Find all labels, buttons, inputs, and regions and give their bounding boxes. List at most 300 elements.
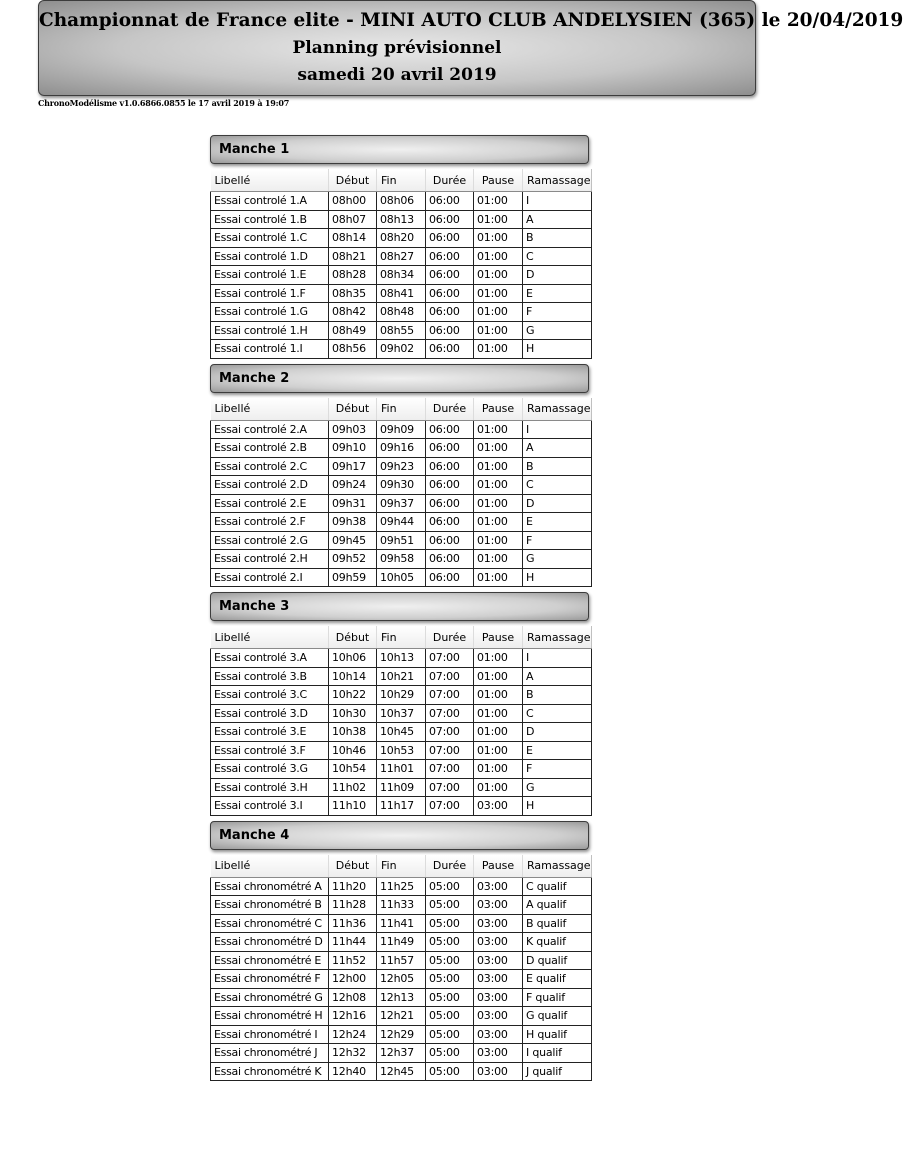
column-header-start: Début (329, 855, 377, 878)
table-row (211, 988, 592, 1007)
cell-pause: 01:00 (474, 686, 523, 705)
cell-pickup: A (523, 667, 592, 686)
cell-label: Essai controlé 2.E (211, 494, 329, 513)
table-row (211, 933, 592, 952)
cell-label: Essai chronométré I (211, 1025, 329, 1044)
cell-label: Essai controlé 3.F (211, 741, 329, 760)
cell-end: 09h09 (377, 420, 426, 439)
cell-pickup: C (523, 247, 592, 266)
cell-end: 11h33 (377, 896, 426, 915)
cell-label: Essai controlé 1.E (211, 266, 329, 285)
cell-start: 11h52 (329, 951, 377, 970)
schedule-table (210, 855, 592, 1082)
cell-duration: 06:00 (426, 303, 474, 322)
cell-pickup: E (523, 513, 592, 532)
cell-pause: 01:00 (474, 247, 523, 266)
cell-label: Essai chronométré B (211, 896, 329, 915)
page-header (38, 0, 903, 96)
cell-start: 08h35 (329, 284, 377, 303)
cell-start: 10h38 (329, 723, 377, 742)
cell-start: 08h28 (329, 266, 377, 285)
cell-pickup: I (523, 420, 592, 439)
cell-duration: 05:00 (426, 1062, 474, 1081)
cell-pause: 01:00 (474, 667, 523, 686)
cell-label: Essai controlé 2.F (211, 513, 329, 532)
section-title: Manche 3 (210, 592, 589, 621)
cell-start: 12h08 (329, 988, 377, 1007)
cell-pause: 01:00 (474, 210, 523, 229)
column-header-end: Fin (377, 398, 426, 421)
cell-end: 08h41 (377, 284, 426, 303)
cell-pause: 03:00 (474, 1044, 523, 1063)
table-row (211, 1025, 592, 1044)
cell-pickup: I (523, 649, 592, 668)
cell-pickup: D (523, 494, 592, 513)
cell-pickup: A (523, 210, 592, 229)
cell-label: Essai controlé 2.A (211, 420, 329, 439)
cell-label: Essai controlé 1.G (211, 303, 329, 322)
table-row (211, 513, 592, 532)
table-row (211, 192, 592, 211)
schedule-sections (210, 135, 591, 1086)
cell-pickup: B (523, 686, 592, 705)
cell-pause: 01:00 (474, 741, 523, 760)
cell-duration: 06:00 (426, 531, 474, 550)
cell-pickup: G qualif (523, 1007, 592, 1026)
cell-pause: 03:00 (474, 797, 523, 816)
cell-label: Essai controlé 2.D (211, 476, 329, 495)
cell-start: 10h54 (329, 760, 377, 779)
column-header-start: Début (329, 398, 377, 421)
cell-start: 12h40 (329, 1062, 377, 1081)
cell-label: Essai controlé 2.B (211, 439, 329, 458)
cell-label: Essai controlé 1.D (211, 247, 329, 266)
cell-duration: 05:00 (426, 970, 474, 989)
cell-duration: 07:00 (426, 723, 474, 742)
cell-duration: 07:00 (426, 704, 474, 723)
cell-end: 10h21 (377, 667, 426, 686)
cell-duration: 06:00 (426, 192, 474, 211)
cell-pause: 03:00 (474, 933, 523, 952)
table-row (211, 439, 592, 458)
cell-duration: 07:00 (426, 760, 474, 779)
cell-end: 10h53 (377, 741, 426, 760)
cell-duration: 07:00 (426, 649, 474, 668)
cell-end: 08h34 (377, 266, 426, 285)
column-header-label: Libellé (211, 626, 329, 649)
cell-pickup: E (523, 741, 592, 760)
cell-duration: 05:00 (426, 1044, 474, 1063)
cell-start: 11h02 (329, 778, 377, 797)
cell-label: Essai controlé 1.C (211, 229, 329, 248)
table-row (211, 1062, 592, 1081)
cell-label: Essai chronométré A (211, 877, 329, 896)
cell-duration: 06:00 (426, 550, 474, 569)
cell-duration: 07:00 (426, 741, 474, 760)
cell-start: 08h49 (329, 321, 377, 340)
cell-duration: 06:00 (426, 229, 474, 248)
cell-pickup: F qualif (523, 988, 592, 1007)
cell-end: 10h37 (377, 704, 426, 723)
cell-duration: 05:00 (426, 877, 474, 896)
cell-start: 10h14 (329, 667, 377, 686)
cell-label: Essai chronométré G (211, 988, 329, 1007)
table-row (211, 303, 592, 322)
cell-pause: 01:00 (474, 420, 523, 439)
cell-pickup: H qualif (523, 1025, 592, 1044)
table-row (211, 649, 592, 668)
schedule-table (210, 398, 592, 588)
cell-end: 12h29 (377, 1025, 426, 1044)
cell-duration: 05:00 (426, 914, 474, 933)
table-row (211, 704, 592, 723)
cell-end: 09h58 (377, 550, 426, 569)
column-header-pause: Pause (474, 169, 523, 192)
cell-end: 08h20 (377, 229, 426, 248)
column-header-end: Fin (377, 626, 426, 649)
table-row (211, 476, 592, 495)
cell-label: Essai controlé 1.A (211, 192, 329, 211)
cell-duration: 06:00 (426, 457, 474, 476)
table-row (211, 914, 592, 933)
version-info: ChronoModélisme v1.0.6866.0855 le 17 avril 2019 à 19:07 (38, 98, 290, 108)
cell-pause: 01:00 (474, 340, 523, 359)
cell-pickup: A qualif (523, 896, 592, 915)
cell-end: 09h51 (377, 531, 426, 550)
table-row (211, 457, 592, 476)
column-header-start: Début (329, 626, 377, 649)
cell-start: 09h10 (329, 439, 377, 458)
cell-start: 11h44 (329, 933, 377, 952)
page-subtitle: Planning prévisionnel (292, 38, 502, 58)
cell-pause: 03:00 (474, 1007, 523, 1026)
cell-start: 10h30 (329, 704, 377, 723)
cell-label: Essai chronométré E (211, 951, 329, 970)
cell-pickup: B (523, 229, 592, 248)
cell-start: 12h16 (329, 1007, 377, 1026)
column-header-pickup: Ramassage (523, 398, 592, 421)
cell-pause: 01:00 (474, 229, 523, 248)
table-row (211, 210, 592, 229)
cell-start: 08h00 (329, 192, 377, 211)
cell-end: 08h06 (377, 192, 426, 211)
cell-end: 11h25 (377, 877, 426, 896)
table-row (211, 741, 592, 760)
column-header-duration: Durée (426, 398, 474, 421)
cell-start: 09h24 (329, 476, 377, 495)
cell-pickup: H (523, 797, 592, 816)
table-row (211, 951, 592, 970)
cell-end: 11h01 (377, 760, 426, 779)
cell-pickup: K qualif (523, 933, 592, 952)
column-header-end: Fin (377, 855, 426, 878)
cell-pickup: D (523, 723, 592, 742)
cell-start: 10h22 (329, 686, 377, 705)
section-title: Manche 4 (210, 821, 589, 850)
table-header-row (211, 626, 592, 649)
cell-label: Essai chronométré K (211, 1062, 329, 1081)
cell-end: 11h09 (377, 778, 426, 797)
cell-start: 12h24 (329, 1025, 377, 1044)
cell-label: Essai controlé 3.H (211, 778, 329, 797)
cell-start: 09h38 (329, 513, 377, 532)
cell-start: 08h42 (329, 303, 377, 322)
cell-pickup: E qualif (523, 970, 592, 989)
column-header-duration: Durée (426, 855, 474, 878)
schedule-table (210, 626, 592, 816)
table-row (211, 686, 592, 705)
table-row (211, 340, 592, 359)
table-row (211, 247, 592, 266)
cell-start: 10h06 (329, 649, 377, 668)
cell-end: 08h13 (377, 210, 426, 229)
cell-end: 11h41 (377, 914, 426, 933)
cell-end: 08h48 (377, 303, 426, 322)
cell-duration: 06:00 (426, 284, 474, 303)
cell-duration: 05:00 (426, 933, 474, 952)
cell-pickup: D qualif (523, 951, 592, 970)
cell-pickup: G (523, 550, 592, 569)
table-row (211, 797, 592, 816)
column-header-duration: Durée (426, 626, 474, 649)
cell-pause: 01:00 (474, 723, 523, 742)
cell-start: 09h31 (329, 494, 377, 513)
cell-duration: 05:00 (426, 951, 474, 970)
column-header-label: Libellé (211, 855, 329, 878)
cell-pickup: F (523, 760, 592, 779)
cell-pause: 03:00 (474, 914, 523, 933)
table-row (211, 284, 592, 303)
cell-duration: 06:00 (426, 321, 474, 340)
cell-end: 10h45 (377, 723, 426, 742)
cell-pause: 01:00 (474, 568, 523, 587)
cell-label: Essai controlé 1.H (211, 321, 329, 340)
cell-end: 11h49 (377, 933, 426, 952)
section-title: Manche 1 (210, 135, 589, 164)
column-header-pause: Pause (474, 398, 523, 421)
cell-pause: 01:00 (474, 321, 523, 340)
table-row (211, 494, 592, 513)
cell-duration: 06:00 (426, 420, 474, 439)
cell-pause: 03:00 (474, 1062, 523, 1081)
cell-pickup: H (523, 340, 592, 359)
cell-start: 12h32 (329, 1044, 377, 1063)
cell-pause: 01:00 (474, 192, 523, 211)
cell-pickup: B qualif (523, 914, 592, 933)
cell-label: Essai controlé 3.D (211, 704, 329, 723)
cell-start: 11h28 (329, 896, 377, 915)
column-header-label: Libellé (211, 398, 329, 421)
section-manche-1 (210, 135, 591, 364)
table-row (211, 568, 592, 587)
cell-end: 09h30 (377, 476, 426, 495)
cell-pause: 03:00 (474, 970, 523, 989)
table-row (211, 321, 592, 340)
cell-pause: 01:00 (474, 284, 523, 303)
section-manche-4 (210, 821, 591, 1087)
table-row (211, 1007, 592, 1026)
column-header-pickup: Ramassage (523, 855, 592, 878)
cell-duration: 07:00 (426, 686, 474, 705)
cell-start: 09h45 (329, 531, 377, 550)
table-row (211, 550, 592, 569)
table-row (211, 1044, 592, 1063)
cell-label: Essai controlé 3.A (211, 649, 329, 668)
cell-pause: 01:00 (474, 778, 523, 797)
cell-pickup: H (523, 568, 592, 587)
cell-label: Essai controlé 1.F (211, 284, 329, 303)
cell-duration: 06:00 (426, 513, 474, 532)
cell-duration: 05:00 (426, 988, 474, 1007)
cell-start: 12h00 (329, 970, 377, 989)
cell-label: Essai controlé 1.I (211, 340, 329, 359)
cell-pickup: C qualif (523, 877, 592, 896)
cell-end: 12h21 (377, 1007, 426, 1026)
cell-end: 11h57 (377, 951, 426, 970)
table-row (211, 760, 592, 779)
cell-label: Essai chronométré J (211, 1044, 329, 1063)
cell-start: 10h46 (329, 741, 377, 760)
column-header-end: Fin (377, 169, 426, 192)
cell-label: Essai controlé 3.E (211, 723, 329, 742)
cell-duration: 06:00 (426, 568, 474, 587)
cell-end: 09h16 (377, 439, 426, 458)
cell-pickup: J qualif (523, 1062, 592, 1081)
cell-pickup: I qualif (523, 1044, 592, 1063)
column-header-duration: Durée (426, 169, 474, 192)
table-row (211, 723, 592, 742)
cell-end: 09h23 (377, 457, 426, 476)
table-header-row (211, 169, 592, 192)
cell-label: Essai controlé 2.H (211, 550, 329, 569)
cell-label: Essai chronométré H (211, 1007, 329, 1026)
cell-label: Essai controlé 2.I (211, 568, 329, 587)
cell-pause: 01:00 (474, 266, 523, 285)
cell-pause: 01:00 (474, 303, 523, 322)
cell-start: 11h20 (329, 877, 377, 896)
cell-duration: 06:00 (426, 340, 474, 359)
cell-duration: 05:00 (426, 1025, 474, 1044)
cell-duration: 05:00 (426, 896, 474, 915)
cell-pause: 01:00 (474, 513, 523, 532)
cell-end: 08h55 (377, 321, 426, 340)
column-header-pause: Pause (474, 855, 523, 878)
cell-start: 11h36 (329, 914, 377, 933)
cell-duration: 05:00 (426, 1007, 474, 1026)
table-header-row (211, 398, 592, 421)
cell-duration: 06:00 (426, 266, 474, 285)
column-header-pickup: Ramassage (523, 626, 592, 649)
cell-label: Essai controlé 3.B (211, 667, 329, 686)
cell-label: Essai controlé 2.G (211, 531, 329, 550)
cell-start: 08h21 (329, 247, 377, 266)
cell-pickup: F (523, 531, 592, 550)
cell-pause: 03:00 (474, 1025, 523, 1044)
cell-pickup: C (523, 476, 592, 495)
cell-end: 12h13 (377, 988, 426, 1007)
cell-start: 09h03 (329, 420, 377, 439)
cell-end: 10h13 (377, 649, 426, 668)
cell-duration: 06:00 (426, 476, 474, 495)
cell-pause: 01:00 (474, 439, 523, 458)
cell-label: Essai controlé 3.G (211, 760, 329, 779)
cell-pause: 03:00 (474, 877, 523, 896)
cell-label: Essai controlé 1.B (211, 210, 329, 229)
cell-pause: 03:00 (474, 896, 523, 915)
table-row (211, 420, 592, 439)
schedule-table (210, 169, 592, 359)
column-header-pause: Pause (474, 626, 523, 649)
cell-pause: 01:00 (474, 476, 523, 495)
table-row (211, 970, 592, 989)
cell-label: Essai chronométré F (211, 970, 329, 989)
cell-end: 12h45 (377, 1062, 426, 1081)
cell-pause: 03:00 (474, 988, 523, 1007)
table-row (211, 778, 592, 797)
table-row (211, 667, 592, 686)
cell-duration: 06:00 (426, 210, 474, 229)
cell-label: Essai chronométré D (211, 933, 329, 952)
cell-end: 10h29 (377, 686, 426, 705)
cell-duration: 07:00 (426, 797, 474, 816)
table-row (211, 229, 592, 248)
cell-label: Essai chronométré C (211, 914, 329, 933)
cell-pickup: B (523, 457, 592, 476)
cell-label: Essai controlé 2.C (211, 457, 329, 476)
column-header-start: Début (329, 169, 377, 192)
column-header-pickup: Ramassage (523, 169, 592, 192)
table-row (211, 266, 592, 285)
cell-pickup: G (523, 778, 592, 797)
cell-duration: 06:00 (426, 494, 474, 513)
cell-start: 08h07 (329, 210, 377, 229)
cell-pickup: D (523, 266, 592, 285)
section-manche-2 (210, 364, 591, 593)
page-date: samedi 20 avril 2019 (297, 65, 497, 85)
cell-pause: 01:00 (474, 494, 523, 513)
table-row (211, 531, 592, 550)
section-title: Manche 2 (210, 364, 589, 393)
section-spacer (210, 1081, 591, 1086)
cell-start: 08h14 (329, 229, 377, 248)
cell-start: 09h52 (329, 550, 377, 569)
cell-end: 11h17 (377, 797, 426, 816)
cell-pause: 01:00 (474, 649, 523, 668)
cell-end: 09h02 (377, 340, 426, 359)
cell-end: 09h44 (377, 513, 426, 532)
cell-start: 08h56 (329, 340, 377, 359)
cell-pickup: C (523, 704, 592, 723)
cell-pause: 01:00 (474, 550, 523, 569)
cell-start: 09h17 (329, 457, 377, 476)
cell-pickup: I (523, 192, 592, 211)
cell-end: 10h05 (377, 568, 426, 587)
cell-pickup: E (523, 284, 592, 303)
cell-start: 11h10 (329, 797, 377, 816)
page-title: Championnat de France elite - MINI AUTO CLUB ANDELYSIEN (365) le 20/04/2019 (39, 10, 903, 31)
section-manche-3 (210, 592, 591, 821)
column-header-label: Libellé (211, 169, 329, 192)
table-header-row (211, 855, 592, 878)
cell-pickup: A (523, 439, 592, 458)
cell-pickup: G (523, 321, 592, 340)
cell-end: 12h05 (377, 970, 426, 989)
cell-pause: 03:00 (474, 951, 523, 970)
cell-duration: 07:00 (426, 778, 474, 797)
cell-end: 09h37 (377, 494, 426, 513)
cell-duration: 06:00 (426, 247, 474, 266)
cell-end: 08h27 (377, 247, 426, 266)
